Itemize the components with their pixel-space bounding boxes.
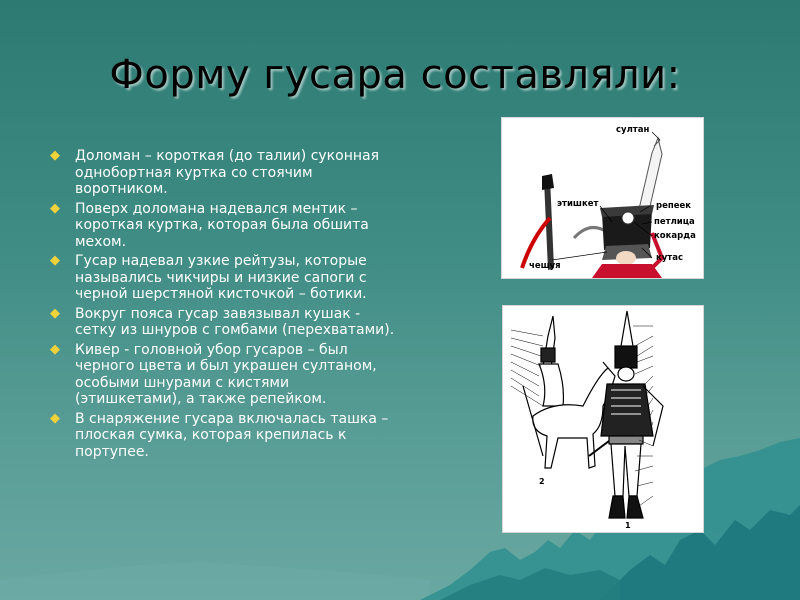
bullet-text: Кивер - головной убор гусаров – был черного цвета и был украшен султаном, особыми шнурами с кистями (этишкетами), а также репейком. xyxy=(75,341,377,407)
bullet-icon: ◆ xyxy=(50,305,60,321)
bullet-item xyxy=(48,148,398,198)
bullet-text: В снаряжение гусара включалась ташка – плоская сумка, которая крепилась к портупее. xyxy=(75,410,389,460)
bullet-item xyxy=(48,342,398,408)
slide-title: Форму гусара составляли: xyxy=(109,52,681,98)
bullet-item xyxy=(48,306,398,339)
bullet-text: Вокруг пояса гусар завязывал кушак - сетку из шнуров с гомбами (перехватами). xyxy=(75,305,395,338)
bullet-icon: ◆ xyxy=(50,148,60,163)
label-repeek: репеек xyxy=(656,201,692,211)
label-petlitsa: петлица xyxy=(654,217,695,227)
hussar-shako-diagram xyxy=(501,117,704,279)
bullet-icon: ◆ xyxy=(50,200,60,216)
bullet-list xyxy=(48,148,398,463)
figure-number-1: 1 xyxy=(625,521,631,530)
bullet-item xyxy=(48,411,398,461)
mounted-hussar-drawing xyxy=(523,316,615,468)
label-kutas: кутас xyxy=(656,253,684,263)
bullet-item xyxy=(48,253,398,303)
figure-number-2: 2 xyxy=(539,477,545,486)
bullet-text: Доломан – короткая (до талии) суконная однобортная куртка со стоячим воротником. xyxy=(75,148,380,197)
label-kokarda: кокарда xyxy=(654,231,696,241)
bullet-text: Поверх доломана надевался ментик – короткая куртка, которая была обшита мехом. xyxy=(75,200,369,250)
bullet-item xyxy=(48,201,398,251)
shako-illustration xyxy=(502,118,703,278)
bullet-icon: ◆ xyxy=(50,410,60,426)
label-sultan: султан xyxy=(616,125,650,135)
bullet-text: Гусар надевал узкие рейтузы, которые назывались чикчиры и низкие сапоги с черной шерстяной кисточкой – ботики. xyxy=(75,253,367,302)
hussar-illustration xyxy=(503,306,703,532)
label-etishket: этишкет xyxy=(557,199,599,209)
bullet-icon: ◆ xyxy=(50,253,60,268)
bullet-icon: ◆ xyxy=(50,341,60,357)
hussar-uniform-diagram xyxy=(502,305,704,533)
label-cheshuya: чешуя xyxy=(529,261,561,271)
